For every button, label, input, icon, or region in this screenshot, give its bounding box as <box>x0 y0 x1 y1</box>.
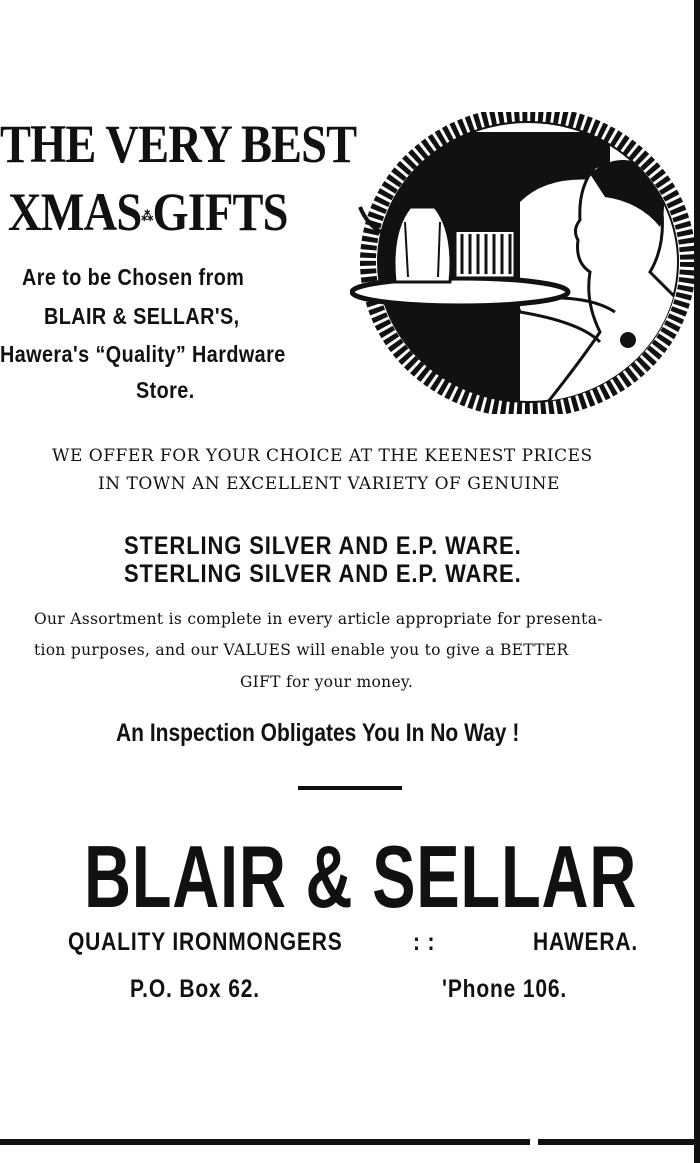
illustration-woman-tray <box>350 112 695 414</box>
page-border-bottom <box>0 1139 700 1145</box>
toast-rack-top <box>450 224 520 232</box>
ornament-dot-icon: ⁂ <box>141 209 153 225</box>
headline-xmas: XMAS <box>8 182 142 242</box>
firm-po-box: P.O. Box 62. <box>130 975 260 1003</box>
intro-line-2: BLAIR & SELLAR'S, <box>44 303 240 329</box>
intro-line-3: Hawera's “Quality” Hardware <box>0 341 286 367</box>
inspection-line: An Inspection Obligates You In No Way ! <box>116 719 520 747</box>
offer-line-2: IN TOWN AN EXCELLENT VARIETY OF GENUINE <box>98 474 560 494</box>
tray <box>352 278 568 306</box>
headline-gifts: GIFTS <box>152 182 288 242</box>
product-line-1: STERLING SILVER AND E.P. WARE. <box>124 532 522 560</box>
divider-rule <box>298 786 402 790</box>
assortment-line-1: Our Assortment is complete in every article appropriate for presenta- <box>34 610 603 628</box>
assortment-line-3: GIFT for your money. <box>240 673 414 691</box>
headline-line-2 <box>8 182 288 242</box>
dress-brooch <box>620 332 636 348</box>
page-border-gap <box>530 1139 538 1145</box>
toast-rack-bars <box>462 234 510 274</box>
intro-line-4: Store. <box>136 377 195 403</box>
teapot-body <box>394 207 451 282</box>
intro-line-1: Are to be Chosen from <box>22 264 245 290</box>
firm-town: HAWERA. <box>533 928 639 956</box>
firm-name: BLAIR & SELLAR <box>84 827 638 926</box>
assortment-line-2: tion purposes, and our VALUES will enable you to give a BETTER <box>34 641 569 659</box>
teapot-lid <box>408 196 436 208</box>
footer-separator: : : <box>413 928 436 956</box>
firm-trade: QUALITY IRONMONGERS <box>68 928 343 956</box>
product-line-2: STERLING SILVER AND E.P. WARE. <box>124 560 522 588</box>
offer-line-1: WE OFFER FOR YOUR CHOICE AT THE KEENEST PRICES <box>52 446 593 466</box>
headline-line-1: THE VERY BEST <box>0 114 357 174</box>
firm-phone: 'Phone 106. <box>442 975 568 1003</box>
